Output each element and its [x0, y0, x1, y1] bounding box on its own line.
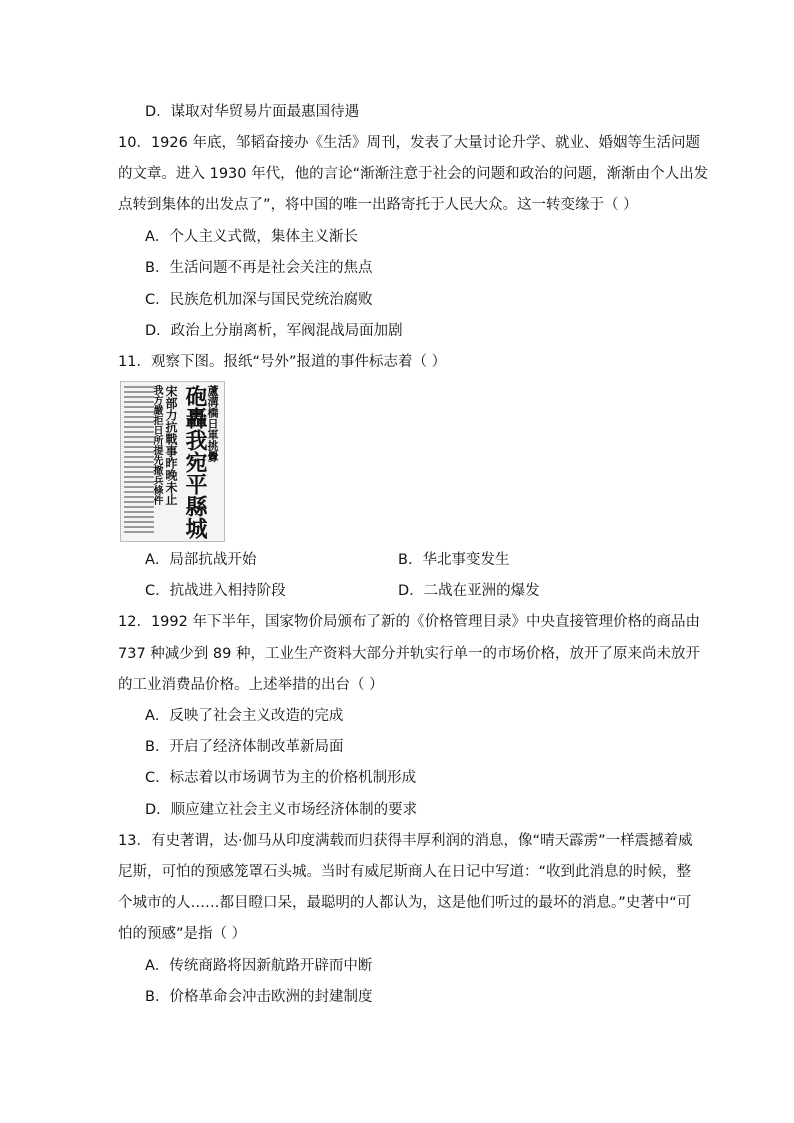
q13-stem-line-1: 13．有史著谓，达·伽马从印度满载而归获得丰厚利润的消息，像“晴天霹雳”一样震撼着威: [118, 833, 693, 849]
newspaper-headline-col-3: 宋部力抗戰事昨晚未止: [164, 385, 178, 505]
q10-option-c: C．民族危机加深与国民党统治腐败: [145, 292, 373, 308]
newspaper-headline-col-1: 蘆溝橋日軍挑釁: [206, 385, 219, 462]
q12-option-d: D．顺应建立社会主义市场经济体制的要求: [145, 802, 418, 818]
q11-stem: 11．观察下图。报纸“号外”报道的事件标志着（ ）: [118, 354, 447, 370]
q10-stem-line-1: 10．1926 年底，邹韬奋接办《生活》周刊，发表了大量讨论升学、就业、婚姻等生活问题: [118, 135, 700, 151]
q11-option-a: A．局部抗战开始: [145, 552, 257, 568]
q12-option-b: B．开启了经济体制改革新局面: [145, 739, 344, 755]
q12-stem-line-3: 的工业消费品价格。上述举措的出台（ ）: [118, 677, 384, 693]
q10-option-b: B．生活问题不再是社会关注的焦点: [145, 260, 373, 276]
q12-stem-line-2: 737 种减少到 89 种，工业生产资料大部分并轨实行单一的市场价格，放开了原来尚未放开: [118, 646, 700, 662]
q10-stem-line-2: 的文章。进入 1930 年代，他的言论“渐渐注意于社会的问题和政治的问题，渐渐由个人出发: [118, 166, 709, 182]
q13-stem-line-3: 个城市的人……都目瞪口呆，最聪明的人都认为，这是他们听过的最坏的消息。”史著中“可: [118, 895, 692, 911]
q13-stem-line-4: 怕的预感”是指（ ）: [118, 926, 247, 942]
q11-option-d: D．二战在亚洲的爆发: [398, 583, 540, 599]
q10-option-d: D．政治上分崩离析，军阀混战局面加剧: [145, 323, 403, 339]
newspaper-extra-image: [120, 381, 225, 542]
q12-option-a: A．反映了社会主义改造的完成: [145, 708, 344, 724]
q11-option-c: C．抗战进入相持阶段: [145, 583, 286, 599]
q10-stem-line-3: 点转到集体的出发点了”，将中国的唯一出路寄托于人民大众。这一转变缘于（ ）: [118, 197, 638, 213]
q13-stem-line-2: 尼斯，可怕的预感笼罩石头城。当时有威尼斯商人在日记中写道：“收到此消息的时候，整: [118, 864, 692, 880]
q13-option-a: A．传统商路将因新航路开辟而中断: [145, 958, 373, 974]
q13-option-b: B．价格革命会冲击欧洲的封建制度: [145, 989, 373, 1005]
q11-option-b: B．华北事变发生: [398, 552, 510, 568]
newspaper-headline-col-2: 砲轟我宛平縣城: [182, 385, 208, 539]
prev-option-d: D．谋取对华贸易片面最惠国待遇: [145, 104, 360, 120]
q10-option-a: A．个人主义式微，集体主义渐长: [145, 229, 358, 245]
newspaper-headline-col-4: 我方嚴拒日所提先撤兵條件: [151, 385, 162, 505]
q12-option-c: C．标志着以市场调节为主的价格机制形成: [145, 770, 417, 786]
q12-stem-line-1: 12．1992 年下半年，国家物价局颁布了新的《价格管理目录》中央直接管理价格的商品由: [118, 614, 700, 630]
